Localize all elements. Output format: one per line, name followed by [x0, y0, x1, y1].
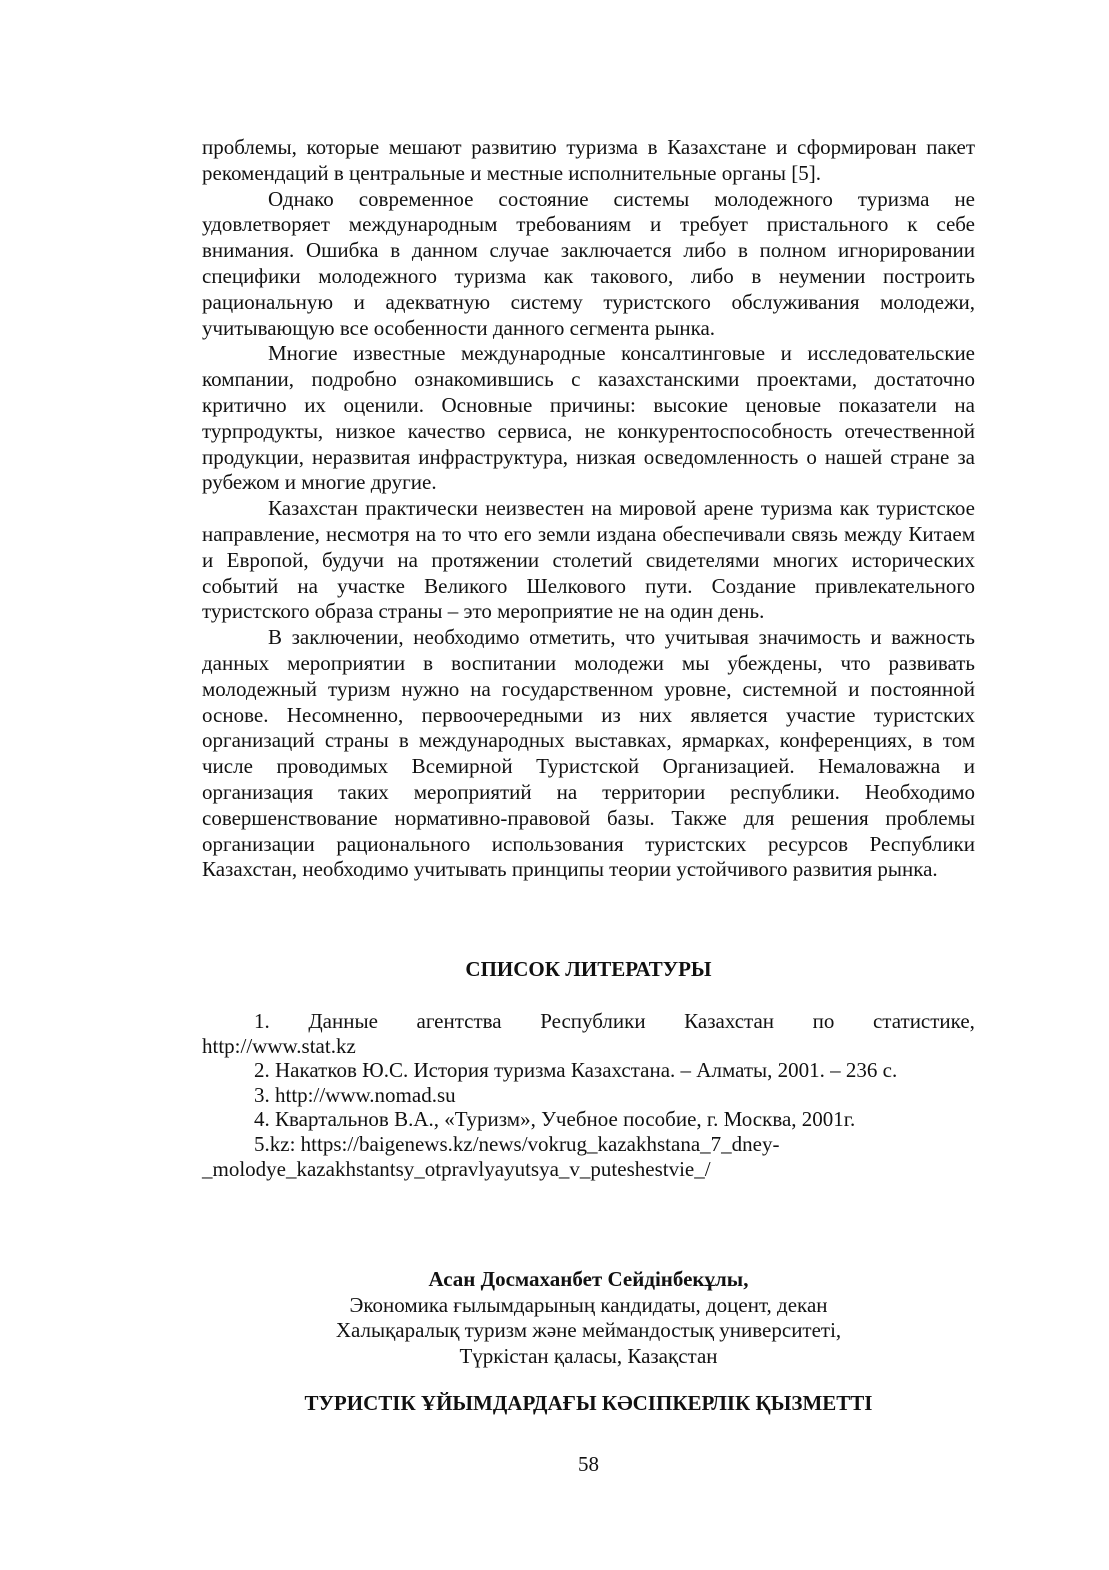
reference-item-1-link[interactable]: http://www.stat.kz	[202, 1033, 356, 1058]
reference-item-4: 4. Квартальнов В.А., «Туризм», Учебное пособие, г. Москва, 2001г.	[254, 1107, 856, 1132]
ref1-word: агентства	[416, 1009, 502, 1033]
reference-item-2: 2. Накатков Ю.С. История туризма Казахстана. – Алматы, 2001. – 236 с.	[254, 1058, 898, 1083]
article-body	[202, 135, 975, 883]
paragraph-3: Многие известные международные консалтинговые и исследовательские компании, подробно ознакомившись с казахстанскими проектами, достаточно критично их оценили. Основные причины: высокие ценовые показатели на турпродукты, низкое качество сервиса, не конкурентоспособность отечественной продукции, неразвитая инфраструктура, низкая осведомленность о нашей стране за рубежом и многие другие.	[202, 341, 975, 495]
author-block	[202, 1267, 975, 1369]
ref1-word: Данные	[308, 1009, 378, 1033]
ref1-word: Казахстан	[684, 1009, 775, 1033]
paragraph-2: Однако современное состояние системы молодежного туризма не удовлетворяет международным требованиям и требует пристального к себе внимания. Ошибка в данном случае заключается либо в полном игнорировании специфики молодежного туризма как такового, либо в неумении построить рациональную и адекватную систему туристского обслуживания молодежи, учитывающую все особенности данного сегмента рынка.	[202, 186, 975, 340]
author-position: Экономика ғылымдарының кандидаты, доцент, декан	[349, 1292, 828, 1317]
reference-item-5[interactable]: 5.kz: https://baigenews.kz/news/vokrug_kazakhstana_7_dney-	[254, 1131, 780, 1156]
ref1-word: 1.	[254, 1009, 270, 1033]
reference-item-3[interactable]: 3. http://www.nomad.su	[254, 1082, 456, 1107]
next-article-title: ТУРИСТІК ҰЙЫМДАРДАҒЫ КӘСІПКЕРЛІК ҚЫЗМЕТТІ	[304, 1391, 873, 1415]
author-location: Түркістан қаласы, Казақстан	[459, 1343, 718, 1368]
page-number: 58	[578, 1452, 599, 1476]
references-list	[202, 1009, 975, 1181]
paragraph-5: В заключении, необходимо отметить, что учитывая значимость и важность данных мероприятии в воспитании молодежи мы убеждены, что развивать молодежный туризм нужно на государственном уровне, системной и постоянной основе. Несомненно, первоочередными из них является участие туристских организаций страны в международных выставках, ярмарках, конференциях, в том числе проводимых Всемирной Туристской Организацией. Немаловажна и организация таких мероприятий на территории республики. Необходимо совершенствование нормативно-правовой базы. Также для решения проблемы организации рационального использования туристских ресурсов Республики Казахстан, необходимо учитывать принципы теории устойчивого развития рынка.	[202, 625, 975, 882]
paragraph-1: проблемы, которые мешают развитию туризма в Казахстане и сформирован пакет рекомендаций в центральные и местные исполнительные органы [5].	[202, 135, 975, 185]
reference-item-5-cont[interactable]: _molodye_kazakhstantsy_otpravlyayutsya_v_puteshestvie_/	[202, 1156, 711, 1181]
paragraph-4: Казахстан практически неизвестен на мировой арене туризма как туристское направление, несмотря на то что его земли издана обеспечивали связь между Китаем и Европой, будучи на протяжении столетий свидетелями многих исторических событий на участке Великого Шелкового пути. Создание привлекательного туристского образа страны – это мероприятие не на один день.	[202, 496, 975, 624]
ref1-word: Республики	[540, 1009, 646, 1033]
ref1-word: по	[812, 1009, 835, 1033]
ref1-word: статистике,	[872, 1009, 975, 1033]
author-name: Асан Досмаханбет Сейдінбекұлы,	[428, 1267, 749, 1291]
references-title: СПИСОК ЛИТЕРАТУРЫ	[465, 957, 712, 981]
author-university: Халықаралық туризм және меймандостық университеті,	[335, 1318, 842, 1342]
reference-item-1	[202, 1009, 975, 1034]
